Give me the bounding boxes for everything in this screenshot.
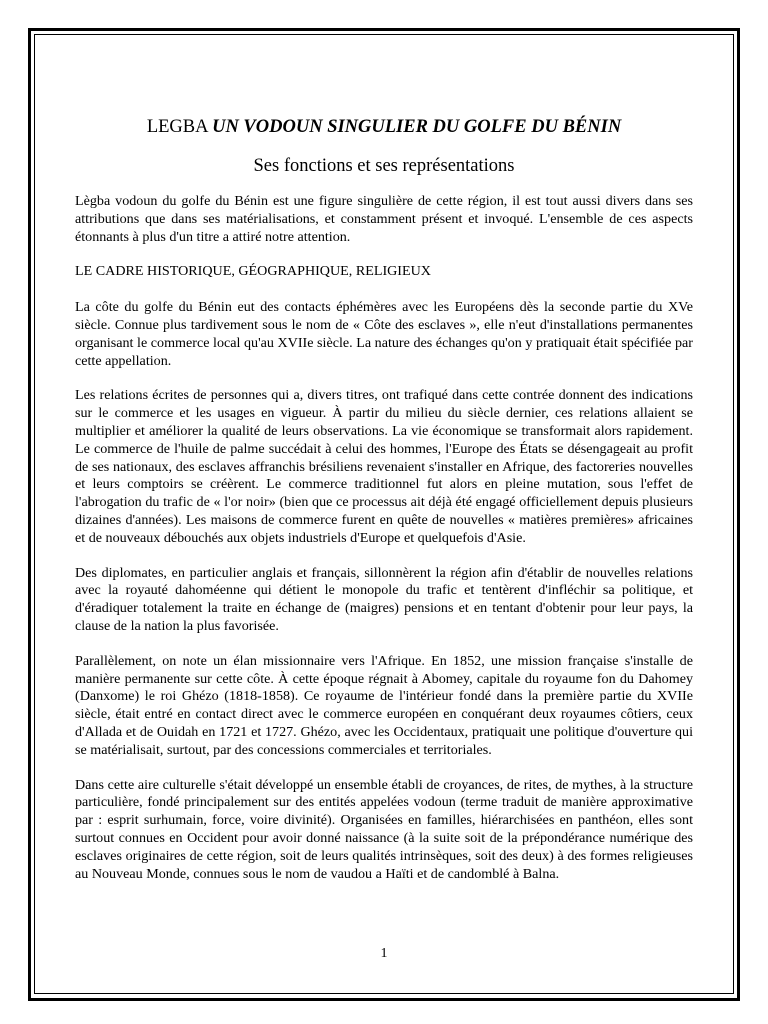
paragraph-missions: Parallèlement, on note un élan missionnaire vers l'Afrique. En 1852, une mission française s'installe de manière permanente sur cette côte. À cette époque régnait à Abomey, capitale du royaume fon du Dahomey (Danxome) le roi Ghézo (1818-1858). Ce royaume de l'intérieur fondé dans la première partie du XVIIe siècle, était entré en contact direct avec le commerce européen en conquérant deux royaumes côtiers, ceux d'Allada et de Ouidah en 1721 et 1727. Ghézo, avec les Occidentaux, pratiquait une politique d'ouverture qui se matérialisait, surtout, par des concessions commerciales et territoriales. <box>75 652 693 758</box>
section-heading: LE CADRE HISTORIQUE, GÉOGRAPHIQUE, RELIGIEUX <box>75 263 431 280</box>
title-prefix: LEGBA <box>146 117 213 137</box>
page-number: 1 <box>380 946 388 961</box>
title-emphasis: UN VODOUN SINGULIER DU GOLFE DU BÉNIN <box>212 117 622 137</box>
paragraph-diplomats: Des diplomates, en particulier anglais et français, sillonnèrent la région afin d'établir de nouvelles relations avec la royauté dahoméenne qui détient le monopole du trafic et tentèrent d'infléchir sa politique, et d'éradiquer totalement la traite en échange de (maigres) pensions et en tentant d'obtenir pour leur pays, la clause de la nation la plus favorisée. <box>75 564 693 634</box>
document-body <box>75 115 693 900</box>
paragraph-vodoun: Dans cette aire culturelle s'était développé un ensemble établi de croyances, de rites, de mythes, à la structure particulière, fondé principalement sur des entités appelées vodoun (terme traduit de manière approximative par : esprit surhumain, force, voire divinité). Organisées en familles, hiérarchisées en panthéon, elles sont surtout connues en Occident pour avoir donné naissance (à la suite soit de la prépondérance numérique des esclaves originaires de cette région, soit de leurs qualités intrinsèques, soit des deux) à des formes religieuses au Nouveau Monde, connues sous le nom de vaudou a Haïti et de candomblé à Balna. <box>75 776 693 882</box>
intro-paragraph: Lègba vodoun du golfe du Bénin est une figure singulière de cette région, il est tout aussi divers dans ses attributions que dans ses matérialisations, et constamment présent et invoqué. L'ensemble de ces aspects étonnants à plus d'un titre a attiré notre attention. <box>75 193 693 245</box>
document-title <box>75 115 693 139</box>
paragraph-coast: La côte du golfe du Bénin eut des contacts éphémères avec les Européens dès la seconde partie du XVe siècle. Connue plus tardivement sous le nom de « Côte des esclaves », elle n'eut d'installations permanentes organisant le commerce local qu'au XVIIe siècle. La nature des échanges qu'on y pratiquait était spécifiée par cette appellation. <box>75 299 693 369</box>
document-subtitle: Ses fonctions et ses représentations <box>253 156 515 176</box>
paragraph-relations: Les relations écrites de personnes qui a, divers titres, ont trafiqué dans cette contrée donnent des indications sur le commerce et les usages en vigueur. À partir du milieu du siècle dernier, ces relations allaient se multiplier et améliorer la qualité de leurs observations. La vie économique se transformait alors rapidement. Le commerce de l'huile de palme succédait à celui des hommes, l'Europe des États se désengageait au profit de ses nationaux, des esclaves affranchis brésiliens revenaient s'installer en Afrique, des factoreries nouvelles et leurs comptoirs se créèrent. Le commerce traditionnel fut alors en pleine mutation, sous l'effet de l'abrogation du trafic de « l'or noir» (bien que ce processus ait déjà été engagé officiellement depuis plusieurs dizaines d'années). Les maisons de commerce furent en quête de nouvelles « matières premières» africaines et de nouveaux débouchés aux objets industriels d'Europe et quelquefois d'Asie. <box>75 387 693 546</box>
